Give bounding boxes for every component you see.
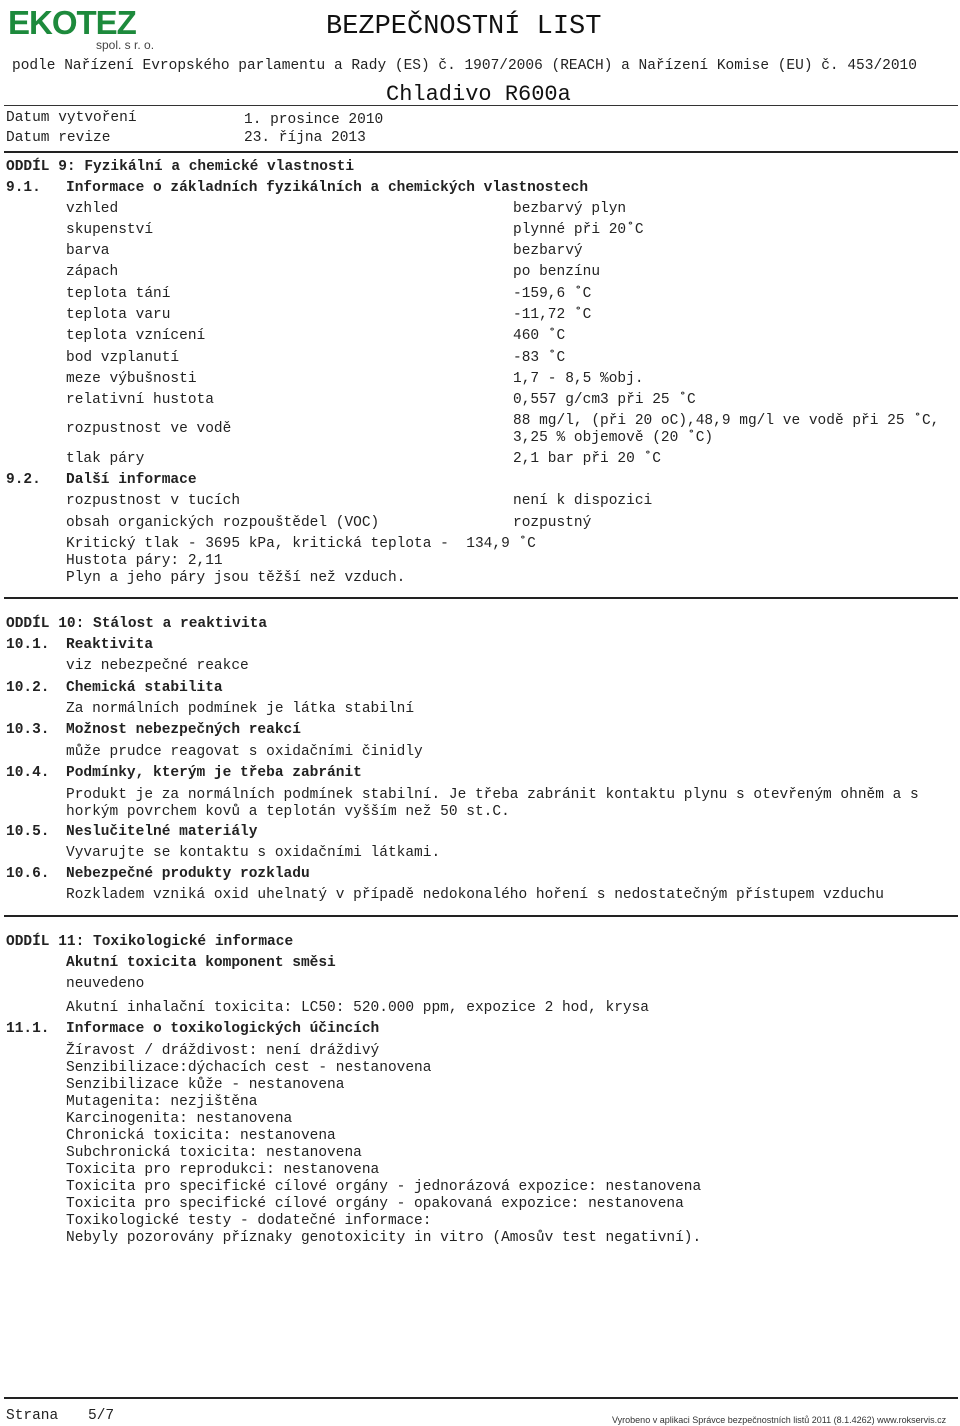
subsection-number: 10.6.	[6, 866, 50, 882]
toxicology-line: Subchronická toxicita: nestanovena	[66, 1145, 362, 1161]
property-label: vzhled	[66, 201, 119, 217]
toxicology-line: Chronická toxicita: nestanovena	[66, 1128, 336, 1144]
product-name: Chladivo R600a	[386, 82, 571, 107]
subsection-number: 10.1.	[6, 637, 50, 653]
vapor-pressure-label: tlak páry	[66, 451, 145, 467]
property-value: -83 ˚C	[513, 350, 566, 366]
property-label: relativní hustota	[66, 392, 214, 408]
toxicology-line: Toxicita pro specifické cílové orgány - jednorázová expozice: nestanovena	[66, 1179, 702, 1195]
toxicology-line: Toxikologické testy - dodatečné informace:	[66, 1213, 432, 1229]
property-value: po benzínu	[513, 264, 601, 280]
acute-toxicity-title: Akutní toxicita komponent směsi	[66, 955, 336, 971]
subsection-text: může prudce reagovat s oxidačními činidly	[66, 744, 423, 760]
subsection-text: Produkt je za normálních podmínek stabilní. Je třeba zabránit kontaktu plynu s otevřeným ohněm a s	[66, 787, 919, 803]
subsection-title: Chemická stabilita	[66, 680, 223, 696]
acute-inhalation-toxicity: Akutní inhalační toxicita: LC50: 520.000 ppm, expozice 2 hod, krysa	[66, 1000, 649, 1016]
page-number: 5/7	[88, 1408, 115, 1424]
logo-text: EKOTEZ	[8, 4, 136, 41]
property-value: 460 ˚C	[513, 328, 566, 344]
subsection-text: viz nebezpečné reakce	[66, 658, 249, 674]
toxicology-line: Toxicita pro specifické cílové orgány - opakovaná expozice: nestanovena	[66, 1196, 684, 1212]
property-label: teplota varu	[66, 307, 171, 323]
toxicology-line: Žíravost / dráždivost: není dráždivý	[66, 1043, 380, 1059]
property-label: skupenství	[66, 222, 154, 238]
header-divider	[4, 105, 958, 106]
subsection-text: Vyvarujte se kontaktu s oxidačními látkami.	[66, 845, 441, 861]
section10-divider	[4, 915, 958, 917]
toxicology-line: Toxicita pro reprodukci: nestanovena	[66, 1162, 380, 1178]
logo-subtitle: spol. s r. o.	[96, 38, 155, 52]
critical-note: Kritický tlak - 3695 kPa, kritická teplota - 134,9 ˚C	[66, 536, 536, 552]
section9-divider	[4, 597, 958, 599]
revision-label: Datum revize	[6, 130, 111, 146]
property-label: teplota vznícení	[66, 328, 206, 344]
subsection-text: Rozkladem vzniká oxid uhelnatý v případě nedokonalého hoření s nedostatečným přístupem vzduchu	[66, 887, 884, 903]
section9-heading: ODDÍL 9: Fyzikální a chemické vlastnosti	[6, 159, 355, 175]
subsection-number: 10.2.	[6, 680, 50, 696]
property-value: 1,7 - 8,5 %obj.	[513, 371, 644, 387]
subsection-title: Podmínky, kterým je třeba zabránit	[66, 765, 362, 781]
fat-solubility-value: není k dispozici	[513, 493, 653, 509]
subsection-9-1-number: 9.1.	[6, 180, 41, 196]
toxicology-line: Senzibilizace kůže - nestanovena	[66, 1077, 345, 1093]
created-value: 1. prosince 2010	[244, 112, 384, 128]
company-logo	[8, 4, 136, 42]
subsection-9-2-title: Další informace	[66, 472, 197, 488]
generator-note: Vyrobeno v aplikaci Správce bezpečnostních listů 2011 (8.1.4262) www.rokservis.cz	[612, 1415, 947, 1425]
header-bottom-divider	[4, 151, 958, 153]
subsection-title: Neslučitelné materiály	[66, 824, 258, 840]
fat-solubility-label: rozpustnost v tucích	[66, 493, 241, 509]
subsection-9-2-number: 9.2.	[6, 472, 41, 488]
page-label: Strana	[6, 1408, 59, 1424]
property-value: bezbarvý plyn	[513, 201, 627, 217]
subsection-number: 10.3.	[6, 722, 50, 738]
created-label: Datum vytvoření	[6, 110, 137, 126]
property-value: 0,557 g/cm3 při 25 ˚C	[513, 392, 696, 408]
property-value: -159,6 ˚C	[513, 286, 592, 302]
section11-heading: ODDÍL 11: Toxikologické informace	[6, 934, 294, 950]
document-title: BEZPEČNOSTNÍ LIST	[326, 12, 602, 42]
toxicology-line: Mutagenita: nezjištěna	[66, 1094, 258, 1110]
subsection-text-continued: horkým povrchem kovů a teplotán vyšším než 50 st.C.	[66, 804, 510, 820]
vapor-pressure-value: 2,1 bar při 20 ˚C	[513, 451, 661, 467]
footer-divider	[4, 1397, 958, 1399]
toxicology-line: Nebyly pozorovány příznaky genotoxicity in vitro (Amosův test negativní).	[66, 1230, 702, 1246]
property-label: zápach	[66, 264, 119, 280]
subsection-number: 10.5.	[6, 824, 50, 840]
property-value: -11,72 ˚C	[513, 307, 592, 323]
voc-value: rozpustný	[513, 515, 592, 531]
toxicology-line: Karcinogenita: nestanovena	[66, 1111, 293, 1127]
property-value: plynné při 20˚C	[513, 222, 644, 238]
subsection-title: Reaktivita	[66, 637, 154, 653]
toxicology-line: Senzibilizace:dýchacích cest - nestanovena	[66, 1060, 432, 1076]
subsection-title: Možnost nebezpečných reakcí	[66, 722, 301, 738]
voc-label: obsah organických rozpouštědel (VOC)	[66, 515, 380, 531]
solubility-label: rozpustnost ve vodě	[66, 421, 232, 437]
subsection-text: Za normálních podmínek je látka stabilní	[66, 701, 415, 717]
regulation-line: podle Nařízení Evropského parlamentu a Rady (ES) č. 1907/2006 (REACH) a Nařízení Komise (EU) č. 453/2010	[12, 58, 917, 74]
acute-toxicity-value: neuvedeno	[66, 976, 145, 992]
property-label: bod vzplanutí	[66, 350, 180, 366]
subsection-11-1-title: Informace o toxikologických účincích	[66, 1021, 380, 1037]
heavier-than-air-note: Plyn a jeho páry jsou těžší než vzduch.	[66, 570, 406, 586]
solubility-value-line1: 88 mg/l, (při 20 oC),48,9 mg/l ve vodě při 25 ˚C,	[513, 413, 940, 429]
subsection-11-1-number: 11.1.	[6, 1021, 50, 1037]
property-value: bezbarvý	[513, 243, 583, 259]
revision-value: 23. října 2013	[244, 130, 366, 146]
section10-heading: ODDÍL 10: Stálost a reaktivita	[6, 616, 268, 632]
subsection-title: Nebezpečné produkty rozkladu	[66, 866, 310, 882]
subsection-number: 10.4.	[6, 765, 50, 781]
property-label: teplota tání	[66, 286, 171, 302]
solubility-value-line2: 3,25 % objemově (20 ˚C)	[513, 430, 714, 446]
property-label: meze výbušnosti	[66, 371, 197, 387]
property-label: barva	[66, 243, 110, 259]
subsection-9-1-title: Informace o základních fyzikálních a chemických vlastnostech	[66, 180, 589, 196]
vapor-density-note: Hustota páry: 2,11	[66, 553, 223, 569]
